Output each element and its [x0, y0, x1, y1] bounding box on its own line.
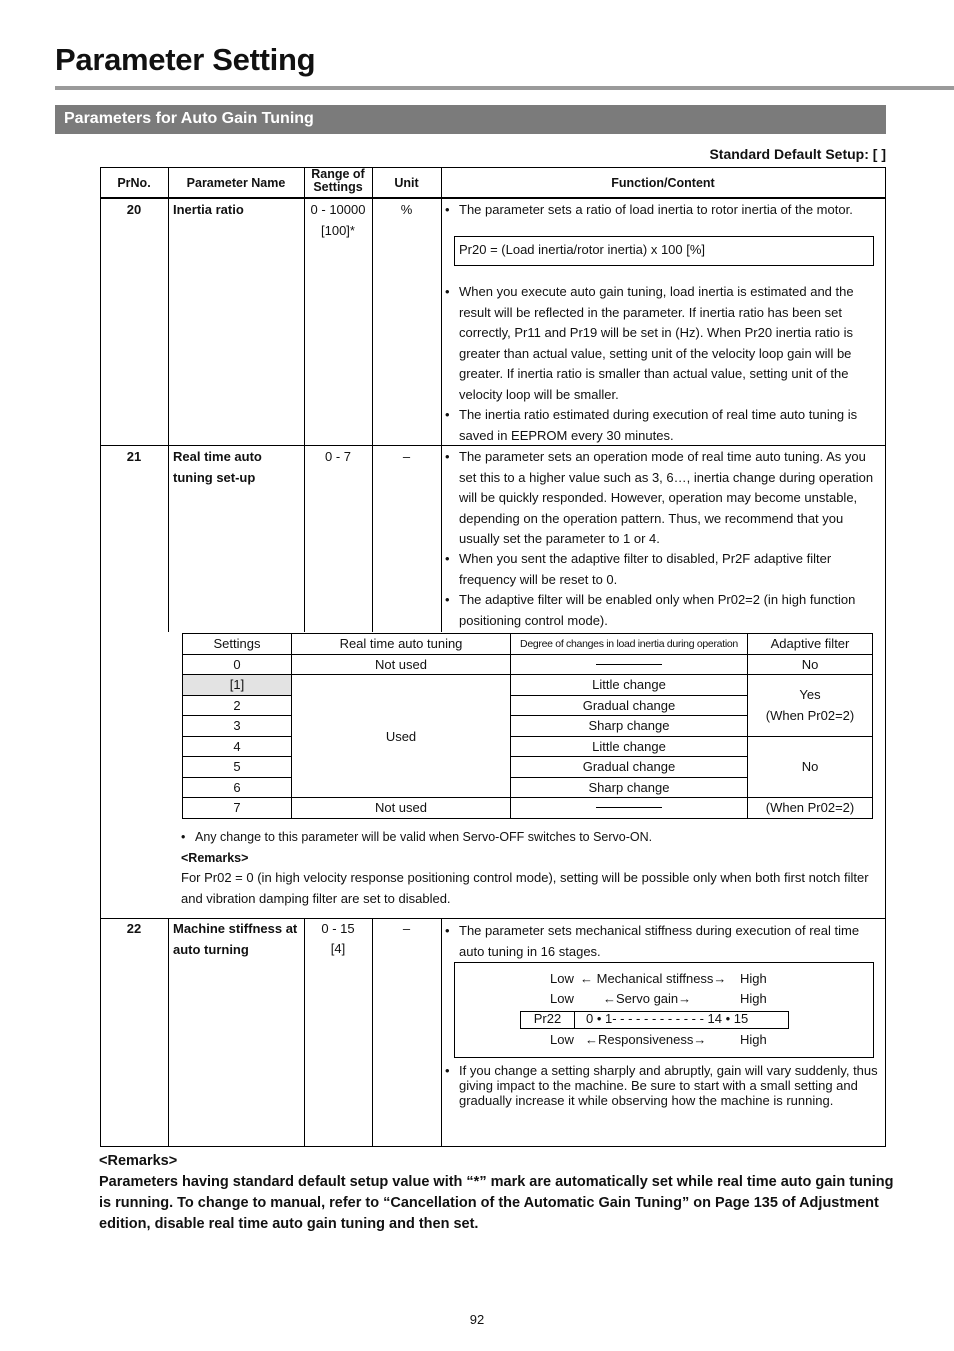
setting-cell: 2: [183, 695, 292, 716]
pr21-range: 0 - 7: [324, 449, 351, 464]
af-cell: [748, 675, 873, 737]
pr22-bullet-1: • The parameter sets mechanical stiffness during execution of real time auto tuning in 16 stages.: [459, 921, 869, 962]
pr21-name: Real time auto tuning set-up: [173, 449, 262, 485]
pr22-scale-box: [520, 1011, 789, 1029]
diagram-high: High: [740, 991, 767, 1006]
page-number: 92: [469, 1312, 485, 1327]
pr22-scale: 0 • 1- - - - - - - - - - - - 14 • 15: [586, 1011, 749, 1026]
deg-cell: Gradual change: [511, 757, 748, 778]
remarks-block: [99, 1151, 899, 1235]
section-title: Parameters for Auto Gain Tuning: [64, 110, 314, 127]
remarks-title: <Remarks>: [99, 1153, 178, 1169]
pr22-name: Machine stiffness at auto turning: [173, 921, 298, 957]
af-cell: No: [748, 736, 873, 798]
settings-header: Adaptive filter: [748, 634, 873, 655]
pr20-bullet-3: • The inertia ratio estimated during execution of real time auto tuning is saved in EEPROM every 30 minutes.: [459, 405, 883, 446]
deg-cell: Sharp change: [511, 777, 748, 798]
af-yes: Yes: [799, 687, 821, 703]
pr20-no: 20: [126, 202, 142, 217]
settings-header: Degree of changes in load inertia during operation: [511, 634, 748, 655]
setting-cell: [1]: [183, 675, 292, 696]
diagram-low: Low: [550, 971, 574, 986]
page-title: Parameter Setting: [55, 42, 316, 77]
header-function: Function/Content: [611, 176, 715, 190]
pr22-range: 0 - 15: [321, 921, 355, 936]
pr21-remarks-text: For Pr02 = 0 (in high velocity response positioning control mode), setting will be possible only when both first notch filter and vibration damping filter are set to disabled.: [181, 870, 869, 906]
deg-cell: Little change: [511, 736, 748, 757]
deg-dash: [511, 654, 748, 675]
diagram-servo-gain: ←Servo gain→: [603, 991, 692, 1006]
section-bar: [55, 105, 886, 134]
pr22-default: [4]: [330, 941, 346, 956]
pr20-range: 0 - 10000: [310, 202, 366, 217]
deg-dash: [511, 798, 748, 819]
setting-cell: 0: [183, 654, 292, 675]
setting-cell: 3: [183, 716, 292, 737]
settings-table: [182, 633, 873, 819]
rt-cell: Not used: [292, 654, 511, 675]
table-row: [183, 798, 873, 819]
pr21-bullet-2: • When you sent the adaptive filter to disabled, Pr2F adaptive filter frequency will be reset to 0.: [459, 549, 879, 590]
setting-cell: 5: [183, 757, 292, 778]
pr20-formula-box: [454, 236, 874, 266]
title-rule: [55, 86, 954, 90]
header-range: Range of Settings: [311, 167, 365, 194]
af-yes-when: (When Pr02=2): [765, 708, 855, 724]
deg-cell: Little change: [511, 675, 748, 696]
standard-default-setup: Standard Default Setup: [ ]: [709, 146, 886, 162]
settings-header: Settings: [183, 634, 292, 655]
diagram-high: High: [740, 971, 767, 986]
table-row: [183, 675, 873, 696]
setting-cell: 4: [183, 736, 292, 757]
header-unit: Unit: [394, 176, 419, 190]
af-cell: No: [748, 654, 873, 675]
diagram-high: High: [740, 1032, 767, 1047]
pr21-remarks-title: <Remarks>: [181, 851, 249, 865]
pr21-bullet-1: • The parameter sets an operation mode of real time auto tuning. As you set this to a higher value such as 3, 6…, inertia change during operation will be quickly responded. However, operation may become unstable, depending on the operation pattern. Thus, we recommend that you usually set the parameter to 1 or 4.: [459, 447, 879, 550]
header-prno: PrNo.: [117, 176, 151, 190]
rt-cell: Used: [292, 675, 511, 798]
pr22-no: 22: [126, 921, 142, 936]
pr21-note: • Any change to this parameter will be valid when Servo-OFF switches to Servo-ON.: [195, 827, 875, 848]
pr20-default: [100]*: [321, 223, 355, 238]
rt-cell: Not used: [292, 798, 511, 819]
diagram-responsiveness: ←Responsiveness→: [585, 1032, 707, 1047]
setting-cell: 7: [183, 798, 292, 819]
pr22-unit: –: [402, 921, 411, 936]
pr21-bullet-3: • The adaptive filter will be enabled only when Pr02=2 (in high function positioning control mode).: [459, 590, 879, 631]
pr20-name: Inertia ratio: [173, 202, 244, 217]
deg-cell: Gradual change: [511, 695, 748, 716]
diagram-mechanical-stiffness: ← Mechanical stiffness→: [580, 971, 727, 986]
remarks-text: Parameters having standard default setup value with “*” mark are automatically set while real time auto gain tuning is running. To change to manual, refer to “Cancellation of the Automatic Gain Tuning” on Page 135 of Adjustment edition, disable real time auto gain tuning and then set.: [99, 1174, 894, 1232]
deg-cell: Sharp change: [511, 716, 748, 737]
diagram-low: Low: [550, 1032, 574, 1047]
header-name: Parameter Name: [186, 176, 286, 190]
diagram-low: Low: [550, 991, 574, 1006]
pr21-no: 21: [126, 449, 142, 464]
pr20-formula: Pr20 = (Load inertia/rotor inertia) x 100 [%]: [459, 242, 706, 257]
pr21-unit: –: [402, 449, 411, 464]
table-row: [183, 654, 873, 675]
stiffness-diagram: [454, 962, 874, 1058]
pr20-bullet-1: • The parameter sets a ratio of load inertia to rotor inertia of the motor.: [459, 200, 883, 221]
pr22-label: Pr22: [533, 1011, 562, 1026]
pr20-unit: %: [400, 202, 413, 217]
pr20-bullet-2: • When you execute auto gain tuning, load inertia is estimated and the result will be reflected in the parameter. If inertia ratio has been set correctly, Pr11 and Pr19 will be set in (Hz). When Pr20 inertia ratio is greater than actual value, setting unit of the velocity loop gain will be greater. If inertia ratio is smaller than actual value, setting unit of the velocity loop will be smaller.: [459, 282, 883, 405]
table-row: [183, 736, 873, 757]
af-cell: (When Pr02=2): [748, 798, 873, 819]
pr22-bullet-2: • If you change a setting sharply and abruptly, gain will vary suddenly, thus giving impact to the machine. Be sure to start with a small setting and gradually increase it while observing how the machine is running.: [459, 1063, 881, 1108]
setting-cell: 6: [183, 777, 292, 798]
settings-header: Real time auto tuning: [292, 634, 511, 655]
